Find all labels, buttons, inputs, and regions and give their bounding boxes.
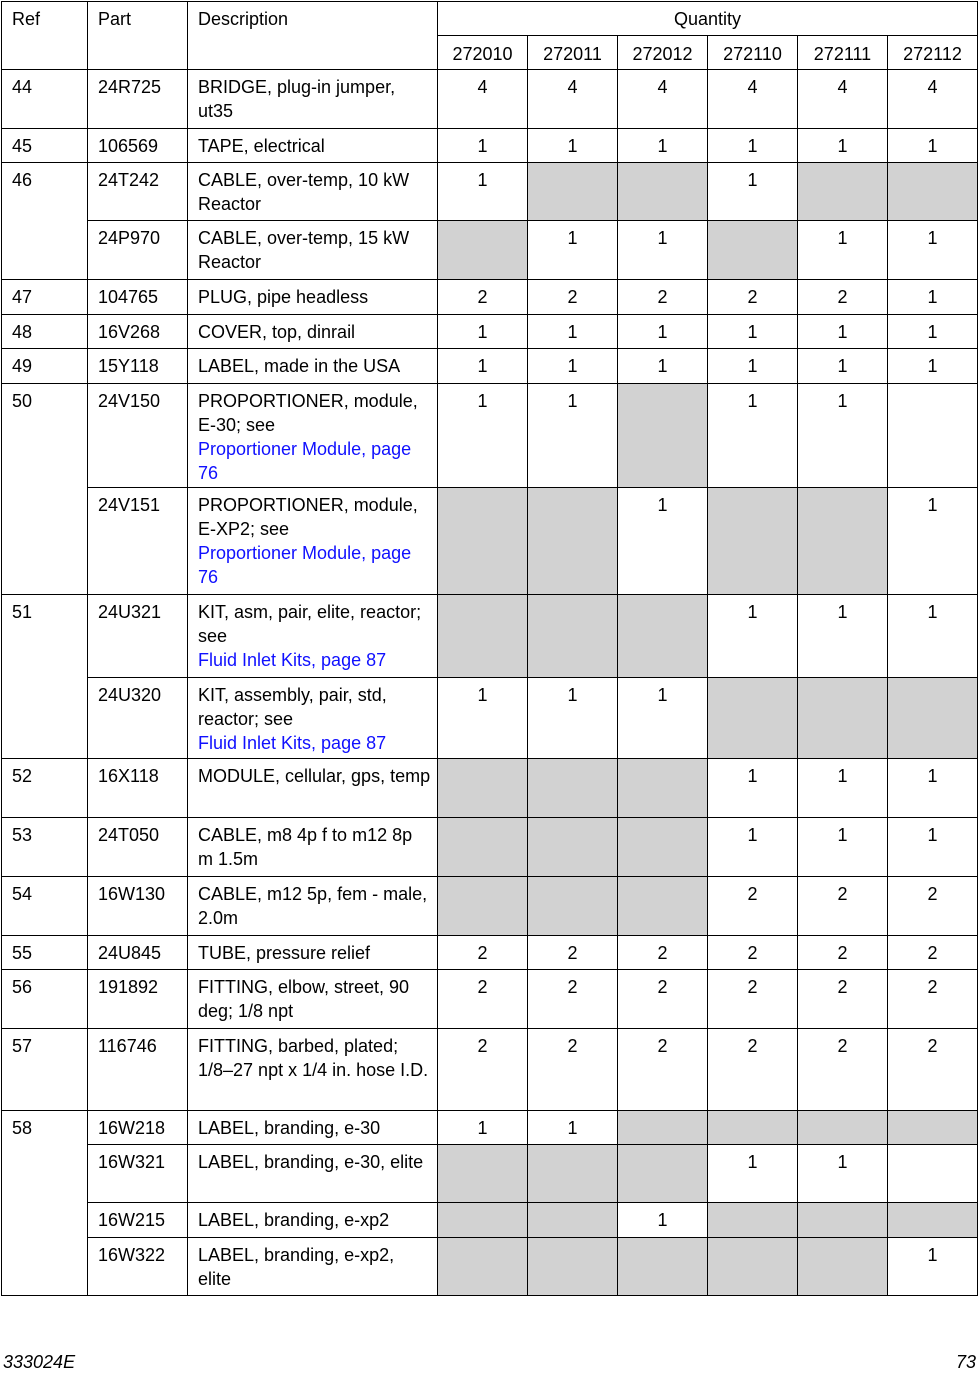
description-header: Description xyxy=(188,2,438,70)
part-cell: 16W218 xyxy=(88,1111,188,1145)
table-row xyxy=(2,349,978,384)
quantity-cell: 1 xyxy=(888,595,978,678)
quantity-cell: 2 xyxy=(708,1029,798,1111)
quantity-cell-not-applicable xyxy=(528,595,618,678)
page-reference-link[interactable]: Fluid Inlet Kits, page 87 xyxy=(198,650,387,670)
quantity-cell-not-applicable xyxy=(528,1203,618,1238)
quantity-cell: 2 xyxy=(618,1029,708,1111)
part-cell: 104765 xyxy=(88,280,188,315)
description-cell xyxy=(188,759,438,818)
table-row xyxy=(2,280,978,315)
quantity-cell-not-applicable xyxy=(618,1111,708,1145)
quantity-cell: 1 xyxy=(528,384,618,488)
part-cell: 24V151 xyxy=(88,488,188,595)
description-text: PLUG, pipe headless xyxy=(198,287,369,307)
part-cell: 16W322 xyxy=(88,1238,188,1296)
part-cell: 116746 xyxy=(88,1029,188,1111)
parts-table xyxy=(1,1,978,1296)
quantity-cell: 4 xyxy=(618,70,708,129)
description-cell xyxy=(188,70,438,129)
model-header: 272111 xyxy=(798,36,888,70)
quantity-cell: 1 xyxy=(888,349,978,384)
ref-cell: 48 xyxy=(2,315,88,349)
quantity-cell: 1 xyxy=(438,349,528,384)
page-reference-link[interactable]: Fluid Inlet Kits, page 87 xyxy=(198,733,387,753)
quantity-cell: 1 xyxy=(438,384,528,488)
quantity-cell: 2 xyxy=(528,970,618,1029)
part-cell: 24U845 xyxy=(88,936,188,970)
quantity-cell: 4 xyxy=(708,70,798,129)
quantity-cell: 1 xyxy=(438,315,528,349)
quantity-cell: 1 xyxy=(438,1111,528,1145)
quantity-cell: 1 xyxy=(708,1145,798,1203)
part-cell: 24V150 xyxy=(88,384,188,488)
description-cell xyxy=(188,129,438,163)
quantity-cell: 2 xyxy=(798,970,888,1029)
quantity-cell: 1 xyxy=(528,129,618,163)
part-cell: 15Y118 xyxy=(88,349,188,384)
description-cell xyxy=(188,678,438,759)
table-row xyxy=(2,384,978,488)
ref-header: Ref xyxy=(2,2,88,70)
table-row xyxy=(2,221,978,280)
table-row xyxy=(2,315,978,349)
quantity-cell: 1 xyxy=(438,163,528,221)
description-text: FITTING, barbed, plated; 1/8–27 npt x 1/4 in. hose I.D. xyxy=(198,1036,429,1080)
description-text: CABLE, m8 4p f to m12 8p m 1.5m xyxy=(198,825,413,869)
quantity-cell-not-applicable xyxy=(798,1111,888,1145)
description-cell xyxy=(188,488,438,595)
quantity-cell: 1 xyxy=(618,1203,708,1238)
table-row xyxy=(2,1111,978,1145)
quantity-cell: 1 xyxy=(798,1145,888,1203)
quantity-cell-not-applicable xyxy=(708,678,798,759)
part-cell: 24T242 xyxy=(88,163,188,221)
quantity-cell: 1 xyxy=(888,488,978,595)
table-row xyxy=(2,129,978,163)
quantity-cell: 2 xyxy=(528,1029,618,1111)
quantity-cell xyxy=(888,1145,978,1203)
quantity-cell-not-applicable xyxy=(528,759,618,818)
quantity-cell-not-applicable xyxy=(618,384,708,488)
quantity-cell-not-applicable xyxy=(528,818,618,877)
description-cell xyxy=(188,595,438,678)
quantity-cell: 1 xyxy=(618,488,708,595)
description-cell xyxy=(188,877,438,936)
ref-cell: 54 xyxy=(2,877,88,936)
ref-cell: 44 xyxy=(2,70,88,129)
quantity-cell: 1 xyxy=(528,349,618,384)
quantity-cell: 2 xyxy=(618,936,708,970)
description-text: LABEL, branding, e-30, elite xyxy=(198,1152,424,1172)
ref-cell: 55 xyxy=(2,936,88,970)
description-cell xyxy=(188,1029,438,1111)
quantity-cell: 4 xyxy=(438,70,528,129)
description-cell xyxy=(188,1238,438,1296)
quantity-cell-not-applicable xyxy=(618,1145,708,1203)
quantity-cell: 1 xyxy=(708,759,798,818)
description-text: MODULE, cellular, gps, temp xyxy=(198,766,431,786)
description-text: KIT, asm, pair, elite, reactor; see xyxy=(198,602,422,646)
part-cell: 24T050 xyxy=(88,818,188,877)
quantity-cell-not-applicable xyxy=(528,488,618,595)
quantity-cell-not-applicable xyxy=(708,1111,798,1145)
description-text: LABEL, branding, e-xp2 xyxy=(198,1210,390,1230)
description-text: BRIDGE, plug-in jumper, ut35 xyxy=(198,77,396,121)
quantity-cell-not-applicable xyxy=(798,488,888,595)
quantity-cell: 1 xyxy=(528,221,618,280)
quantity-cell: 1 xyxy=(798,315,888,349)
description-cell xyxy=(188,1111,438,1145)
quantity-cell: 1 xyxy=(528,678,618,759)
quantity-cell: 1 xyxy=(888,280,978,315)
quantity-cell: 2 xyxy=(618,280,708,315)
ref-cell: 49 xyxy=(2,349,88,384)
quantity-cell-not-applicable xyxy=(708,1238,798,1296)
description-text: PROPORTIONER, module, E-XP2; see xyxy=(198,495,418,539)
quantity-cell: 2 xyxy=(438,1029,528,1111)
quantity-cell-not-applicable xyxy=(438,488,528,595)
quantity-cell: 1 xyxy=(798,818,888,877)
description-cell xyxy=(188,384,438,488)
table-row xyxy=(2,163,978,221)
table-row xyxy=(2,1238,978,1296)
quantity-cell: 1 xyxy=(798,221,888,280)
table-row xyxy=(2,1029,978,1111)
quantity-cell-not-applicable xyxy=(798,163,888,221)
description-cell xyxy=(188,163,438,221)
part-cell: 16X118 xyxy=(88,759,188,818)
table-row xyxy=(2,678,978,759)
description-cell xyxy=(188,280,438,315)
part-cell: 16V268 xyxy=(88,315,188,349)
quantity-cell-not-applicable xyxy=(528,1145,618,1203)
table-row xyxy=(2,488,978,595)
ref-cell: 46 xyxy=(2,163,88,280)
table-row xyxy=(2,595,978,678)
model-header: 272012 xyxy=(618,36,708,70)
quantity-cell: 2 xyxy=(708,877,798,936)
part-cell: 24R725 xyxy=(88,70,188,129)
quantity-cell-not-applicable xyxy=(618,1238,708,1296)
model-header: 272112 xyxy=(888,36,978,70)
description-cell xyxy=(188,970,438,1029)
part-cell: 24U321 xyxy=(88,595,188,678)
quantity-cell-not-applicable xyxy=(798,1203,888,1238)
description-cell xyxy=(188,315,438,349)
quantity-cell-not-applicable xyxy=(528,1238,618,1296)
quantity-cell: 1 xyxy=(888,818,978,877)
table-row xyxy=(2,70,978,129)
description-text: TAPE, electrical xyxy=(198,136,325,156)
quantity-cell: 1 xyxy=(618,349,708,384)
quantity-cell-not-applicable xyxy=(708,221,798,280)
description-text: PROPORTIONER, module, E-30; see xyxy=(198,391,418,435)
page-number: 73 xyxy=(955,1352,976,1372)
part-cell: 16W215 xyxy=(88,1203,188,1238)
description-cell xyxy=(188,1145,438,1203)
ref-cell: 51 xyxy=(2,595,88,759)
quantity-cell xyxy=(888,384,978,488)
description-text: FITTING, elbow, street, 90 deg; 1/8 npt xyxy=(198,977,410,1021)
part-cell: 16W321 xyxy=(88,1145,188,1203)
quantity-cell-not-applicable xyxy=(618,877,708,936)
quantity-cell: 1 xyxy=(798,759,888,818)
quantity-cell-not-applicable xyxy=(618,759,708,818)
quantity-cell: 1 xyxy=(528,1111,618,1145)
part-cell: 24U320 xyxy=(88,678,188,759)
quantity-cell: 1 xyxy=(888,129,978,163)
quantity-cell: 2 xyxy=(888,970,978,1029)
quantity-cell: 1 xyxy=(708,595,798,678)
table-row xyxy=(2,759,978,818)
quantity-cell-not-applicable xyxy=(888,678,978,759)
quantity-cell-not-applicable xyxy=(528,877,618,936)
quantity-cell: 1 xyxy=(528,315,618,349)
quantity-cell: 1 xyxy=(708,818,798,877)
ref-cell: 58 xyxy=(2,1111,88,1296)
quantity-cell: 4 xyxy=(528,70,618,129)
quantity-cell: 2 xyxy=(438,970,528,1029)
description-cell xyxy=(188,1203,438,1238)
table-row xyxy=(2,1145,978,1203)
quantity-cell: 1 xyxy=(798,384,888,488)
description-text: CABLE, m12 5p, fem - male, 2.0m xyxy=(198,884,428,928)
description-text: LABEL, branding, e-xp2, elite xyxy=(198,1245,395,1289)
table-row xyxy=(2,1203,978,1238)
quantity-cell: 2 xyxy=(708,970,798,1029)
model-header: 272110 xyxy=(708,36,798,70)
ref-cell: 47 xyxy=(2,280,88,315)
ref-cell: 45 xyxy=(2,129,88,163)
quantity-cell-not-applicable xyxy=(618,595,708,678)
quantity-cell-not-applicable xyxy=(798,678,888,759)
quantity-cell: 2 xyxy=(798,877,888,936)
quantity-cell: 1 xyxy=(618,678,708,759)
description-text: LABEL, made in the USA xyxy=(198,356,401,376)
quantity-cell-not-applicable xyxy=(438,818,528,877)
quantity-cell: 1 xyxy=(888,759,978,818)
quantity-cell: 1 xyxy=(708,163,798,221)
page-reference-link[interactable]: Proportioner Module, page 76 xyxy=(198,439,412,483)
quantity-cell: 1 xyxy=(888,221,978,280)
description-cell xyxy=(188,818,438,877)
model-header: 272010 xyxy=(438,36,528,70)
quantity-cell: 4 xyxy=(798,70,888,129)
document-number: 333024E xyxy=(3,1352,76,1372)
part-cell: 191892 xyxy=(88,970,188,1029)
ref-cell: 52 xyxy=(2,759,88,818)
description-text: LABEL, branding, e-30 xyxy=(198,1118,381,1138)
quantity-cell: 2 xyxy=(888,936,978,970)
quantity-cell: 4 xyxy=(888,70,978,129)
quantity-cell: 2 xyxy=(888,877,978,936)
ref-cell: 50 xyxy=(2,384,88,595)
ref-cell: 53 xyxy=(2,818,88,877)
quantity-cell-not-applicable xyxy=(618,163,708,221)
quantity-cell: 1 xyxy=(798,349,888,384)
part-header: Part xyxy=(88,2,188,70)
quantity-cell: 1 xyxy=(708,349,798,384)
ref-cell: 56 xyxy=(2,970,88,1029)
quantity-cell-not-applicable xyxy=(798,1238,888,1296)
table-row xyxy=(2,818,978,877)
quantity-cell: 1 xyxy=(708,384,798,488)
quantity-cell-not-applicable xyxy=(888,1111,978,1145)
quantity-cell: 2 xyxy=(528,280,618,315)
part-cell: 106569 xyxy=(88,129,188,163)
description-text: KIT, assembly, pair, std, reactor; see xyxy=(198,685,387,729)
quantity-cell-not-applicable xyxy=(438,595,528,678)
quantity-cell-not-applicable xyxy=(438,877,528,936)
quantity-cell: 1 xyxy=(798,129,888,163)
quantity-cell: 1 xyxy=(618,315,708,349)
quantity-cell: 2 xyxy=(438,280,528,315)
quantity-cell: 1 xyxy=(708,315,798,349)
quantity-cell-not-applicable xyxy=(438,1238,528,1296)
description-text: TUBE, pressure relief xyxy=(198,943,371,963)
description-cell xyxy=(188,221,438,280)
quantity-cell: 1 xyxy=(438,678,528,759)
quantity-cell-not-applicable xyxy=(888,1203,978,1238)
quantity-cell: 1 xyxy=(888,315,978,349)
quantity-cell-not-applicable xyxy=(708,488,798,595)
description-text: CABLE, over-temp, 10 kW Reactor xyxy=(198,170,410,214)
description-cell xyxy=(188,936,438,970)
quantity-cell: 2 xyxy=(528,936,618,970)
quantity-cell: 2 xyxy=(618,970,708,1029)
table-row xyxy=(2,936,978,970)
quantity-cell-not-applicable xyxy=(438,1203,528,1238)
description-text: COVER, top, dinrail xyxy=(198,322,356,342)
quantity-cell-not-applicable xyxy=(438,759,528,818)
quantity-cell: 1 xyxy=(618,221,708,280)
quantity-cell: 2 xyxy=(438,936,528,970)
quantity-cell: 2 xyxy=(708,280,798,315)
quantity-header: Quantity xyxy=(438,2,978,36)
quantity-cell: 1 xyxy=(618,129,708,163)
quantity-cell: 1 xyxy=(438,129,528,163)
quantity-cell-not-applicable xyxy=(438,1145,528,1203)
ref-cell: 57 xyxy=(2,1029,88,1111)
table-row xyxy=(2,877,978,936)
part-cell: 24P970 xyxy=(88,221,188,280)
quantity-cell-not-applicable xyxy=(438,221,528,280)
quantity-cell: 2 xyxy=(708,936,798,970)
quantity-cell: 2 xyxy=(798,936,888,970)
model-header: 272011 xyxy=(528,36,618,70)
description-text: CABLE, over-temp, 15 kW Reactor xyxy=(198,228,410,272)
quantity-cell: 1 xyxy=(708,129,798,163)
part-cell: 16W130 xyxy=(88,877,188,936)
quantity-cell-not-applicable xyxy=(708,1203,798,1238)
quantity-cell: 2 xyxy=(798,280,888,315)
page-reference-link[interactable]: Proportioner Module, page 76 xyxy=(198,543,412,587)
quantity-cell: 2 xyxy=(888,1029,978,1111)
quantity-cell-not-applicable xyxy=(618,818,708,877)
table-row xyxy=(2,970,978,1029)
quantity-cell: 2 xyxy=(798,1029,888,1111)
quantity-cell: 1 xyxy=(798,595,888,678)
quantity-cell-not-applicable xyxy=(528,163,618,221)
quantity-cell: 1 xyxy=(888,1238,978,1296)
description-cell xyxy=(188,349,438,384)
quantity-cell-not-applicable xyxy=(888,163,978,221)
